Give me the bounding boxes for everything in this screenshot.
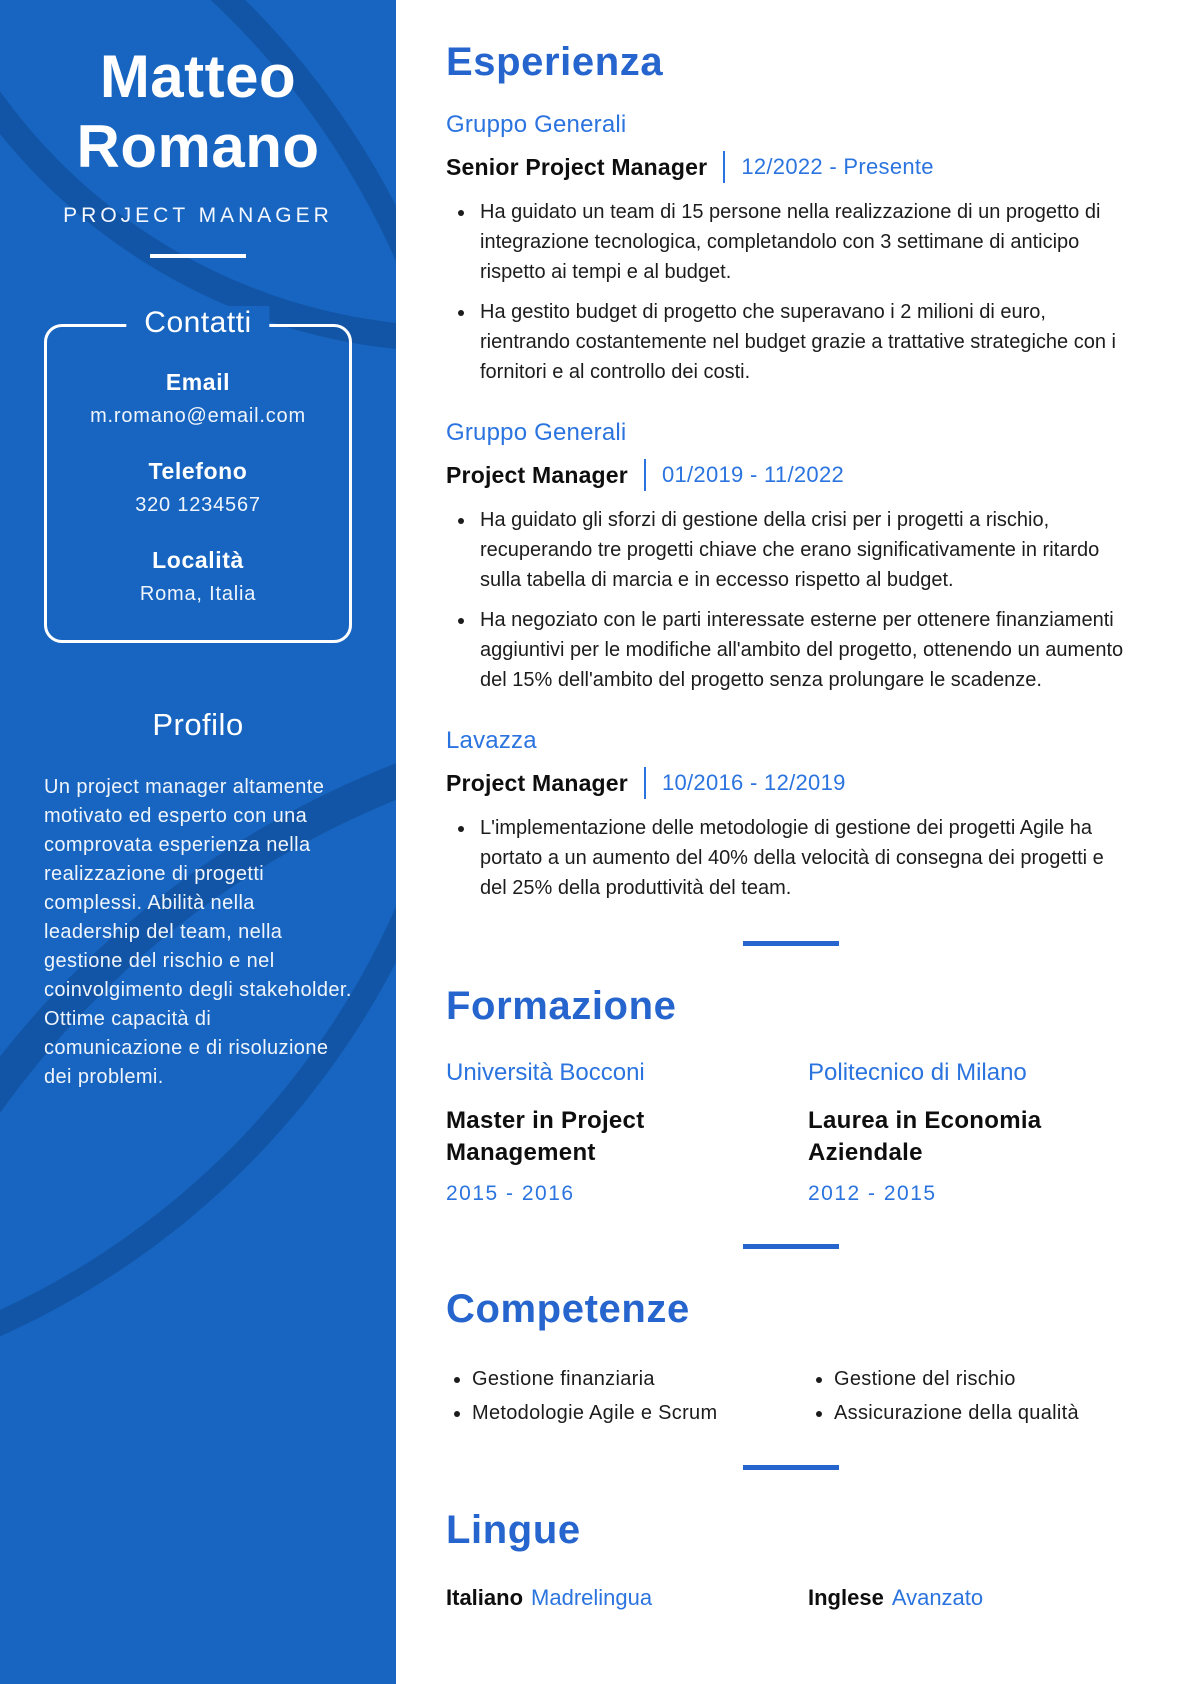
candidate-name — [0, 42, 396, 182]
contact-label: Località — [152, 547, 244, 574]
candidate-role: PROJECT MANAGER — [63, 204, 333, 228]
job-bullet: • Ha gestito budget di progetto che superavano i 2 milioni di euro, rientrando costantemente nel budget grazie a trattative strategiche con i fornitori e al controllo dei costi. — [476, 297, 1135, 387]
job-title: Project Manager — [446, 769, 628, 796]
section-divider — [743, 1465, 839, 1470]
contact-item-email — [55, 369, 341, 428]
contact-box — [44, 306, 352, 643]
job-title: Project Manager — [446, 461, 628, 488]
skills-section — [446, 1287, 1135, 1427]
contact-section-title: Contatti — [126, 306, 269, 340]
language-entry — [446, 1585, 808, 1611]
profile-text: Un project manager altamente motivato ed esperto con una comprovata esperienza nella realizzazione di progetti complessi. Abilità nella leadership del team, nella gestione del rischio e nel coinvolgimento degli stakeholder. Ottime capacità di comunicazione e di risoluzione dei problemi. — [44, 776, 352, 1089]
skills-column — [808, 1366, 1135, 1427]
school-name: Università Bocconi — [446, 1059, 645, 1086]
skill-item: • Assicurazione della qualità — [834, 1400, 1135, 1427]
job-bullets — [446, 197, 1135, 387]
company-name: Gruppo Generali — [446, 419, 627, 446]
education-section — [446, 984, 1135, 1206]
contact-item-location — [55, 547, 341, 606]
vertical-separator — [644, 767, 646, 799]
language-name: Italiano — [446, 1584, 524, 1610]
education-entry — [808, 1059, 1135, 1206]
job-period: 10/2016 - 12/2019 — [661, 770, 846, 795]
job-bullets — [446, 505, 1135, 695]
job-entry — [446, 419, 1135, 695]
language-level: Avanzato — [891, 1584, 984, 1610]
section-divider — [743, 1244, 839, 1249]
skill-item: • Gestione finanziaria — [472, 1366, 808, 1393]
education-grid — [446, 1059, 1135, 1206]
education-period: 2015 - 2016 — [446, 1181, 575, 1205]
location-value: Roma, Italia — [139, 583, 257, 606]
contact-item-phone — [55, 458, 341, 517]
skills-grid — [446, 1366, 1135, 1427]
language-level: Madrelingua — [531, 1584, 653, 1610]
company-name: Gruppo Generali — [446, 111, 627, 138]
company-name: Lavazza — [446, 727, 537, 754]
job-period: 12/2022 - Presente — [741, 154, 934, 179]
skills-column — [446, 1366, 808, 1427]
profile-section-title: Profilo — [152, 707, 244, 743]
skill-item: • Metodologie Agile e Scrum — [472, 1400, 808, 1427]
job-bullets — [446, 813, 1135, 903]
job-bullet: • L'implementazione delle metodologie di gestione dei progetti Agile ha portato a un aumento del 40% della velocità di consegna dei progetti e del 25% della produttività del team. — [476, 813, 1135, 903]
degree-name: Master in Project Management — [446, 1107, 645, 1167]
candidate-first-name: Matteo — [99, 43, 297, 110]
job-bullet: • Ha negoziato con le parti interessate esterne per ottenere finanziamenti aggiuntivi per le modifiche all'ambito del progetto, ottenendo un aumento del 15% dell'ambito del progetto senza prolungare le scadenze. — [476, 605, 1135, 695]
experience-section — [446, 40, 1135, 903]
language-entry — [808, 1585, 1135, 1611]
main-content — [396, 0, 1190, 1611]
role-line — [446, 151, 1135, 183]
section-divider — [743, 941, 839, 946]
vertical-separator — [644, 459, 646, 491]
education-period: 2012 - 2015 — [808, 1181, 937, 1205]
job-title: Senior Project Manager — [446, 153, 708, 180]
language-name: Inglese — [808, 1584, 884, 1610]
education-entry — [446, 1059, 808, 1206]
job-entry — [446, 727, 1135, 903]
contact-label: Telefono — [148, 458, 248, 485]
languages-section — [446, 1508, 1135, 1611]
degree-name: Laurea in Economia Aziendale — [808, 1107, 1042, 1167]
contact-label: Email — [165, 369, 231, 396]
skill-item: • Gestione del rischio — [834, 1366, 1135, 1393]
role-line — [446, 767, 1135, 799]
job-period: 01/2019 - 11/2022 — [661, 462, 845, 487]
phone-value: 320 1234567 — [135, 494, 261, 517]
email-value: m.romano@email.com — [90, 405, 306, 428]
sidebar-divider — [150, 254, 246, 258]
job-entry — [446, 111, 1135, 387]
vertical-separator — [723, 151, 725, 183]
skills-heading: Competenze — [446, 1286, 690, 1331]
education-heading: Formazione — [446, 984, 677, 1028]
sidebar-content — [0, 0, 396, 1092]
role-line — [446, 459, 1135, 491]
sidebar — [0, 0, 396, 1684]
languages-heading: Lingue — [446, 1507, 581, 1552]
experience-heading: Esperienza — [446, 40, 664, 84]
languages-grid — [446, 1585, 1135, 1611]
school-name: Politecnico di Milano — [808, 1059, 1027, 1086]
job-bullet: • Ha guidato un team di 15 persone nella realizzazione di un progetto di integrazione tecnologica, completandolo con 3 settimane di anticipo rispetto ai tempi e al budget. — [476, 197, 1135, 287]
job-bullet: • Ha guidato gli sforzi di gestione della crisi per i progetti a rischio, recuperando tre progetti chiave che erano significativamente in ritardo sulla tabella di marcia e in eccesso rispetto al budget. — [476, 505, 1135, 595]
candidate-last-name: Romano — [76, 113, 320, 181]
